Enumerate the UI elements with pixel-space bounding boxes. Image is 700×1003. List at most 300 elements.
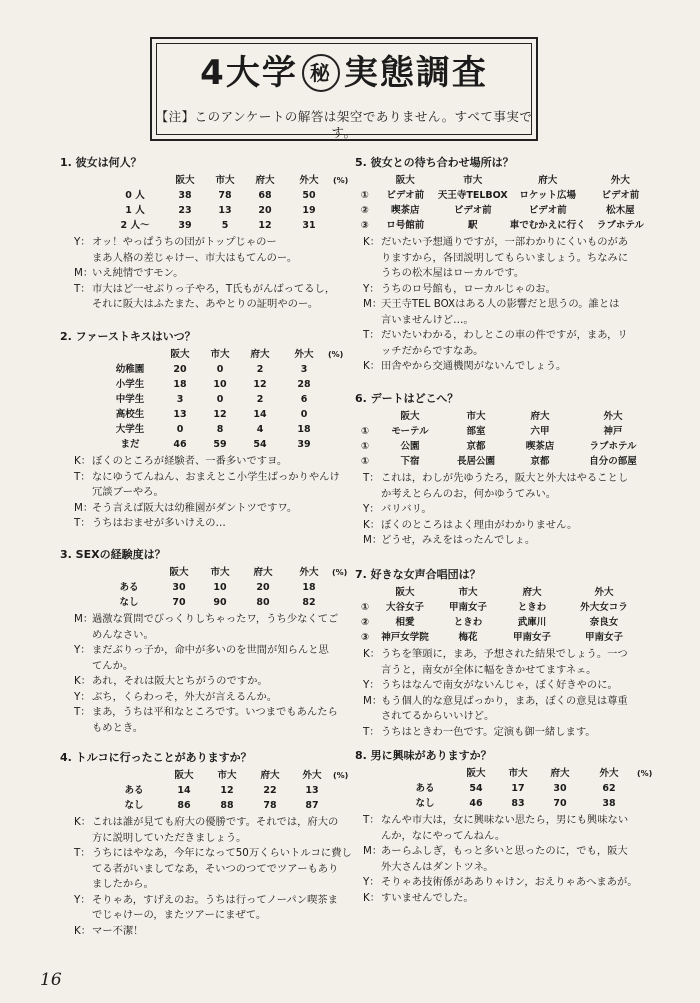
speaker: M：	[363, 694, 383, 707]
table-cell: ラブホテル	[589, 441, 637, 452]
table-cell: 17	[511, 783, 525, 794]
table-cell: モーテル	[391, 426, 429, 437]
table-header-row	[105, 768, 348, 783]
table-row	[105, 188, 348, 203]
table-cell: 46	[469, 798, 483, 809]
table-cell: 梅花	[458, 632, 478, 643]
column-header: 市大	[215, 175, 235, 186]
dialogue-line	[363, 813, 655, 829]
table-cell: 46	[173, 439, 187, 450]
utterance: すいませんでした。	[381, 891, 474, 904]
column-header: 外大	[294, 349, 314, 360]
speaker: T：	[74, 706, 91, 718]
table-cell: 奈良女	[589, 617, 619, 628]
utterance: だいたい予想通りですが，一部わかりにくいものがあ	[381, 236, 629, 248]
speaker: K：	[74, 675, 92, 687]
table-cell: 長居公園	[456, 456, 495, 467]
table-row	[395, 781, 652, 796]
utterance-continued: うちの松木屋はローカルです。	[381, 267, 525, 279]
table-cell: 13	[218, 205, 232, 216]
table-cell: 80	[256, 597, 270, 608]
column-header: 市大	[463, 175, 483, 186]
survey-section-q2	[60, 329, 380, 532]
table-cell: 23	[178, 205, 192, 216]
table-cell: 28	[297, 379, 311, 390]
column-header: 市大	[217, 770, 237, 781]
table-row	[100, 595, 347, 610]
table-cell: ときわ	[453, 617, 483, 628]
table-cell: 喫茶店	[525, 441, 555, 452]
title-note: 【注】このアンケートの解答は架空でありません。すべて事実です。	[155, 109, 533, 140]
speaker: K：	[363, 360, 381, 372]
table-cell: 相愛	[395, 617, 415, 628]
table-row	[105, 218, 348, 233]
dialogue	[74, 235, 383, 313]
utterance: あーらふしぎ，もっと多いと思ったのに，でも，阪大	[381, 845, 628, 857]
column-header	[105, 768, 163, 783]
dialogue-line	[363, 891, 655, 907]
dialogue-line	[363, 647, 655, 663]
column-header: 阪大	[466, 768, 486, 779]
row-label: ①	[360, 602, 370, 613]
dialogue-line	[74, 470, 380, 486]
speaker: K：	[74, 924, 92, 937]
table-cell: 68	[258, 190, 272, 201]
table-cell: 88	[220, 800, 234, 811]
table-cell: 86	[177, 800, 191, 811]
dialogue-line	[363, 502, 655, 518]
column-header: 市大	[458, 587, 478, 598]
dialogue-continuation	[363, 829, 655, 845]
speaker: T：	[363, 472, 380, 484]
table-cell: 78	[218, 190, 232, 201]
dialogue-line	[363, 518, 655, 534]
column-header: 府大	[522, 587, 542, 598]
speaker: M：	[363, 298, 383, 310]
table-cell: 部室	[466, 426, 486, 437]
result-table	[105, 768, 348, 813]
dialogue-line	[363, 297, 655, 313]
column-header: 外大	[610, 175, 630, 186]
table-row	[100, 422, 343, 437]
speaker: Y：	[74, 236, 91, 248]
speaker: Y：	[74, 644, 91, 656]
table-row	[355, 203, 655, 218]
table-cell: 13	[173, 409, 187, 420]
row-label: 小学生	[115, 379, 145, 390]
table-cell: 松木屋	[606, 205, 635, 216]
dialogue-continuation	[74, 485, 380, 501]
row-label: 幼稚園	[115, 364, 145, 375]
table-cell: 3	[300, 364, 308, 375]
utterance: あれ，それは阪大とちがうのですか。	[92, 675, 268, 687]
utterance-continued: てる者がいましてなあ，そいつのつてでツアーもあり	[92, 862, 339, 875]
row-label: なし	[119, 597, 139, 608]
table-row	[355, 188, 655, 203]
utterance-continued: 外大さんはダントツネ。	[381, 860, 494, 873]
dialogue-line	[363, 235, 655, 251]
utterance: うちにはやなあ，今年になって50万くらいトルコに費し	[92, 847, 352, 859]
utterance: なにゆうてんねん、おまえとこ小学生ばっかりやんけ	[92, 470, 340, 483]
table-cell: 14	[253, 409, 267, 420]
row-label: ①	[360, 456, 370, 467]
table-cell: 20	[256, 582, 270, 593]
utterance: まあ，うちは平和なところです。いつまでもあんたら	[92, 706, 338, 718]
table-cell: 4	[256, 424, 264, 435]
table-cell: 83	[511, 798, 525, 809]
result-table	[100, 347, 343, 452]
utterance: これは誰が見ても府大の優勝です。それでは，府大の	[92, 816, 339, 828]
column-header: 府大	[530, 411, 550, 422]
dialogue	[74, 612, 383, 736]
table-cell: ビデオ前	[528, 205, 567, 216]
column-header: 府大	[260, 770, 280, 781]
column-header: 阪大	[169, 567, 189, 578]
dialogue-line	[74, 815, 380, 831]
dialogue-line	[74, 454, 380, 470]
row-label: まだ	[120, 439, 140, 450]
dialogue-line	[74, 282, 380, 298]
unit-label: (%)	[332, 568, 348, 577]
question-title: 3. SEXの経験度は？	[60, 548, 166, 561]
column-header: 阪大	[170, 349, 190, 360]
table-cell: 車でむかえに行く	[509, 220, 586, 231]
table-cell: 18	[173, 379, 187, 390]
column-header: 外大	[299, 567, 319, 578]
speaker: M：	[363, 845, 383, 857]
table-cell: 自分の部屋	[589, 456, 637, 467]
table-header-row	[355, 409, 653, 424]
column-header: 外大	[603, 411, 623, 422]
utterance: いえ純情ですモン。	[92, 267, 184, 279]
row-label: 2 人～	[120, 220, 150, 231]
table-cell: 0	[216, 364, 224, 375]
result-table	[100, 565, 347, 610]
utterance: ぼくのところが経験者、一番多いですヨ。	[92, 455, 288, 467]
survey-section-q4	[60, 750, 383, 939]
table-header-row	[105, 173, 348, 188]
table-cell: 38	[602, 798, 616, 809]
utterance: うちはときわ一色です。定演も御一緒します。	[381, 725, 596, 738]
utterance-continued: されてるからいいけど。	[381, 710, 495, 722]
dialogue-line	[74, 690, 380, 706]
dialogue-line	[363, 725, 655, 741]
table-cell: ビデオ前	[453, 205, 492, 216]
table-cell: 下宿	[400, 456, 420, 467]
utterance: そりゃあ技術係があありゃけン，おえりゃあへまあが。	[381, 876, 638, 888]
column-header	[355, 409, 375, 424]
title-part-a: 4大学	[200, 53, 298, 93]
dialogue	[363, 813, 655, 906]
dialogue-line	[74, 235, 380, 251]
speaker: M：	[74, 267, 94, 279]
table-cell: ときわ	[517, 602, 547, 613]
question-title: 7. 好きな女声合唱団は？	[355, 568, 481, 581]
dialogue-line	[74, 924, 380, 940]
row-label: 高校生	[115, 409, 145, 420]
table-cell: 30	[553, 783, 567, 794]
table-row	[355, 218, 655, 233]
utterance: もう個人的な意見ばっかり，まあ，ぼくの意見は尊重	[381, 694, 628, 707]
column-header: 府大	[253, 567, 273, 578]
survey-section-q5	[355, 155, 655, 375]
table-cell: 甲南女子	[512, 632, 551, 643]
row-label: ①	[360, 426, 370, 437]
utterance-continued: か考えとらんのお，何かゆうてみい。	[381, 487, 557, 500]
dialogue-line	[363, 875, 655, 891]
table-cell: 20	[258, 205, 272, 216]
table-cell: 31	[302, 220, 316, 231]
table-row	[100, 580, 347, 595]
table-cell: 18	[302, 582, 316, 593]
dialogue-continuation	[74, 831, 380, 847]
table-cell: 武庫川	[517, 617, 547, 628]
table-cell: 外大女コラ	[580, 602, 628, 613]
speaker: Y：	[74, 690, 91, 703]
table-cell: 12	[213, 409, 227, 420]
speaker: Y：	[74, 893, 91, 906]
table-cell: 甲南女子	[584, 632, 623, 643]
column-header: 市大	[466, 411, 486, 422]
speaker: M：	[74, 613, 94, 625]
speaker: K：	[363, 236, 381, 248]
result-table	[355, 409, 653, 469]
dialogue-continuation	[74, 862, 380, 878]
table-row	[355, 615, 645, 630]
dialogue-continuation	[363, 663, 655, 679]
utterance-continued: んか，なにやってんねん。	[381, 829, 506, 842]
table-cell: 59	[213, 439, 227, 450]
question-title: 6. デートはどこへ？	[355, 392, 459, 405]
column-header: 外大	[594, 587, 614, 598]
utterance: だいたいわかる，わしとこの車の件ですが，まあ，リ	[381, 329, 628, 341]
table-row	[105, 203, 348, 218]
utterance: マー不潔！	[92, 924, 144, 937]
dialogue-continuation	[363, 344, 655, 360]
column-header: 外大	[299, 175, 319, 186]
table-cell: 10	[213, 582, 227, 593]
speaker: T：	[74, 470, 91, 483]
unit-label: (%)	[333, 176, 349, 185]
survey-section-q1	[60, 155, 383, 313]
table-cell: 87	[305, 800, 319, 811]
utterance: 市大はど一せぶりっ子やろ，T氏もがんばってるし，	[92, 282, 336, 295]
dialogue-line	[363, 533, 655, 549]
column-header	[100, 347, 160, 362]
dialogue	[363, 647, 655, 740]
unit-label: (%)	[333, 771, 349, 780]
table-cell: 78	[263, 800, 277, 811]
table-cell: 70	[172, 597, 186, 608]
utterance-continued: でじゃけーの，またツアーにまぜて。	[92, 909, 267, 921]
dialogue-line	[74, 612, 380, 628]
row-label: 大学生	[115, 424, 145, 435]
speaker: K：	[74, 455, 92, 467]
utterance-continued: 冗談ブーやろ。	[92, 486, 164, 498]
table-cell: 20	[173, 364, 187, 375]
dialogue	[363, 235, 655, 375]
utterance-continued: てんか。	[92, 659, 134, 672]
table-cell: 京都	[530, 456, 550, 467]
dialogue-line	[363, 328, 655, 344]
dialogue-line	[363, 694, 655, 710]
speaker: T：	[363, 329, 380, 341]
table-row	[100, 392, 343, 407]
dialogue-line	[74, 643, 380, 659]
utterance: 田舎やから交通機関がないんでしょう。	[381, 360, 567, 372]
result-table	[355, 173, 655, 233]
table-cell: 神戸女学院	[381, 632, 429, 643]
table-header-row	[355, 173, 655, 188]
table-cell: 18	[297, 424, 311, 435]
dialogue-line	[74, 266, 380, 282]
table-row	[355, 600, 645, 615]
row-label: ③	[360, 632, 370, 643]
column-header	[105, 173, 165, 188]
dialogue-continuation	[74, 877, 380, 893]
table-cell: ロ号館前	[386, 220, 425, 231]
table-cell: 大谷女子	[385, 602, 424, 613]
dialogue-continuation	[363, 709, 655, 725]
table-cell: 2	[256, 394, 264, 405]
column-header: 府大	[250, 349, 270, 360]
table-cell: 13	[305, 785, 319, 796]
column-header: 府大	[538, 175, 558, 186]
utterance: なんや市大は，女に興味ない思たら，男にも興味ない	[381, 814, 629, 826]
table-cell: 2	[256, 364, 264, 375]
unit-label: (%)	[328, 350, 344, 359]
utterance: うちはおませが多いけえの…	[92, 517, 226, 529]
title-box	[150, 37, 538, 141]
dialogue-line	[74, 705, 380, 721]
dialogue-continuation	[74, 721, 380, 737]
dialogue-continuation	[74, 628, 380, 644]
speaker: Y：	[363, 503, 380, 515]
column-header: 市大	[210, 567, 230, 578]
dialogue-continuation	[363, 251, 655, 267]
row-label: ①	[360, 190, 369, 201]
table-cell: 京都	[466, 441, 486, 452]
row-label: ①	[360, 441, 370, 452]
table-cell: 天王寺TELBOX	[437, 190, 508, 201]
table-cell: 神戸	[603, 426, 623, 437]
table-row	[355, 630, 645, 645]
column-header: 外大	[302, 770, 322, 781]
table-cell: 5	[221, 220, 229, 231]
result-table	[395, 766, 652, 811]
result-table	[355, 585, 645, 645]
utterance: 天王寺TEL BOXはある人の影響だと思うの。誰とは	[381, 298, 620, 310]
row-label: ある	[119, 582, 139, 593]
utterance: ぶち，くらわっそ，外大が言えるんか。	[92, 690, 278, 703]
speaker: Y：	[363, 679, 380, 691]
column-header: 府大	[255, 175, 275, 186]
column-header: 外大	[599, 768, 619, 779]
result-table	[105, 173, 348, 233]
table-row	[395, 796, 652, 811]
table-cell: ロケット広場	[519, 190, 576, 201]
speaker: T：	[363, 814, 380, 826]
utterance-continued: ッチだからですなあ。	[381, 344, 484, 357]
column-header: 阪大	[400, 411, 420, 422]
utterance-continued: 方に説明していただきましょう。	[92, 831, 247, 844]
speaker: T：	[74, 517, 91, 529]
question-title: 1. 彼女は何人？	[60, 156, 142, 169]
column-header: 阪大	[395, 175, 415, 186]
utterance: うちを筆頭に，まあ，予想された結果でしょう。一つ	[381, 648, 628, 660]
table-cell: 0	[216, 394, 224, 405]
table-header-row	[100, 347, 343, 362]
page-title	[152, 53, 536, 93]
utterance-continued: もめとき。	[92, 721, 144, 734]
speaker: Y：	[363, 282, 380, 295]
speaker: K：	[363, 518, 381, 531]
row-label: ③	[360, 220, 369, 231]
table-row	[100, 437, 343, 452]
utterance: まだぶりっ子か，命中が多いのを世間が知らんと思	[92, 644, 329, 656]
table-cell: ビデオ前	[386, 190, 425, 201]
table-cell: 82	[302, 597, 316, 608]
column-header: 市大	[508, 768, 528, 779]
table-cell: 50	[302, 190, 316, 201]
table-row	[100, 362, 343, 377]
utterance: オッ！やっぱうちの団がトップじゃのー	[92, 236, 277, 248]
speaker: T：	[74, 847, 91, 859]
row-label: ある	[124, 785, 144, 796]
row-label: ある	[415, 783, 435, 794]
table-cell: 39	[297, 439, 311, 450]
utterance: どうせ，みえをはったんでしょ。	[381, 534, 536, 546]
table-cell: 6	[300, 394, 308, 405]
table-cell: 90	[213, 597, 227, 608]
survey-section-q8	[355, 748, 655, 906]
dialogue-line	[363, 471, 655, 487]
table-cell: 10	[213, 379, 227, 390]
title-part-b: 実態調査	[343, 53, 488, 93]
table-cell: 22	[263, 785, 277, 796]
table-cell: 39	[178, 220, 192, 231]
utterance: バリバリ。	[381, 503, 432, 515]
row-label: 中学生	[115, 394, 145, 405]
table-header-row	[355, 585, 645, 600]
dialogue-continuation	[363, 487, 655, 503]
table-cell: 62	[602, 783, 616, 794]
column-header: 阪大	[395, 587, 415, 598]
speaker: T：	[363, 725, 380, 738]
dialogue-continuation	[74, 659, 380, 675]
dialogue-line	[74, 501, 380, 517]
table-cell: 公園	[400, 441, 420, 452]
speaker: K：	[363, 648, 381, 660]
question-title: 2. ファーストキスはいつ？	[60, 330, 196, 343]
dialogue-continuation	[74, 251, 380, 267]
utterance-continued: 言いませんけど…。	[381, 313, 474, 326]
table-cell: 19	[302, 205, 316, 216]
dialogue-continuation	[363, 313, 655, 329]
table-row	[100, 377, 343, 392]
dialogue-line	[363, 359, 655, 375]
table-row	[105, 783, 348, 798]
dialogue-continuation	[363, 266, 655, 282]
row-label: なし	[415, 798, 435, 809]
column-header: 府大	[550, 768, 570, 779]
table-cell: 30	[172, 582, 186, 593]
table-header-row	[395, 766, 652, 781]
row-label: 1 人	[125, 205, 145, 216]
table-cell: ビデオ前	[601, 190, 640, 201]
page-number: 16	[40, 970, 62, 990]
table-cell: 甲南女子	[448, 602, 487, 613]
